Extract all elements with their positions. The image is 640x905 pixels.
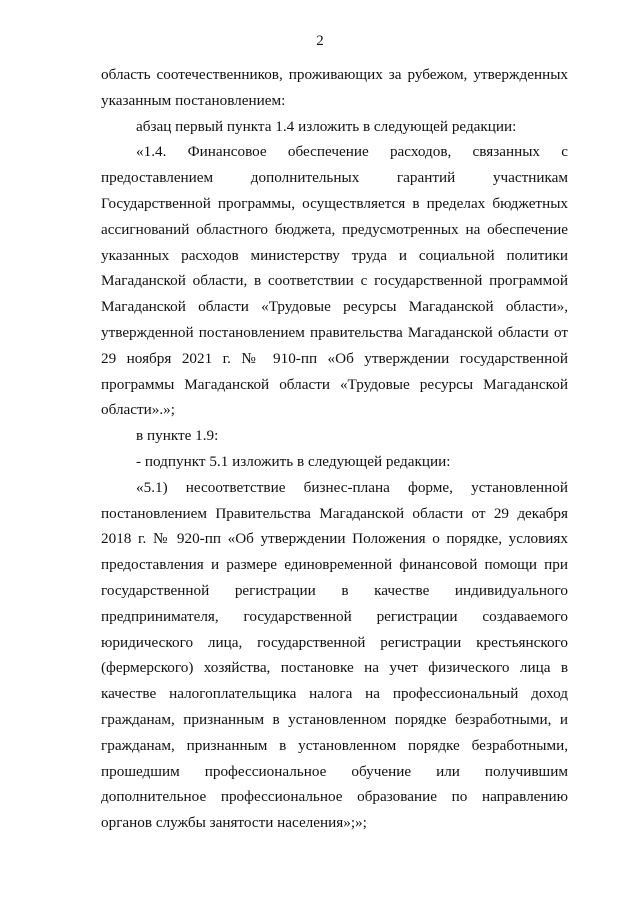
document-body [101,62,568,836]
page-number: 2 [316,33,324,49]
paragraph-clause-1-9-intro: в пункте 1.9: [136,427,219,445]
paragraph-continuation: область соотечественников, проживающих за рубежом, утвержденных указанным постановлением: [101,66,568,109]
paragraph-clause-1-4: «1.4. Финансовое обеспечение расходов, связанных с предоставлением дополнительных гарантий участникам Государственной программы, осуществляется в пределах бюджетных ассигнований областного бюджета, предусмотренных на обеспечение указанных расходов министерству труда и социальной политики Магаданской области, в соответствии с государственной программой Магаданской области «Трудовые ресурсы Магаданской области», утвержденной постановлением правительства Магаданской области от 29 ноября 2021 г. № 910-пп «Об утверждении государственной программы Магаданской области «Трудовые ресурсы Магаданской области».»; [101,143,568,419]
paragraph-subclause-5-1: «5.1) несоответствие бизнес-плана форме, установленной постановлением Правительства Магаданской области от 29 декабря 2018 г. № 920-пп «Об утверждении Положения о порядке, условиях предоставления и размере единовременной финансовой помощи при государственной регистрации в качестве индивидуального предпринимателя, государственной регистрации создаваемого юридического лица, государственной регистрации крестьянского (фермерского) хозяйства, постановке на учет физического лица в качестве налогоплательщика налога на профессиональный доход гражданам, признанным в установленном порядке безработными, и гражданам, признанным в установленном порядке безработными, прошедшим профессиональное обучение или получившим дополнительное профессиональное образование по направлению органов службы занятости населения»;»; [101,478,568,832]
paragraph-subclause-5-1-intro: - подпункт 5.1 изложить в следующей редакции: [136,452,451,470]
paragraph-amendment-1-4-intro: абзац первый пункта 1.4 изложить в следующей редакции: [136,117,517,135]
